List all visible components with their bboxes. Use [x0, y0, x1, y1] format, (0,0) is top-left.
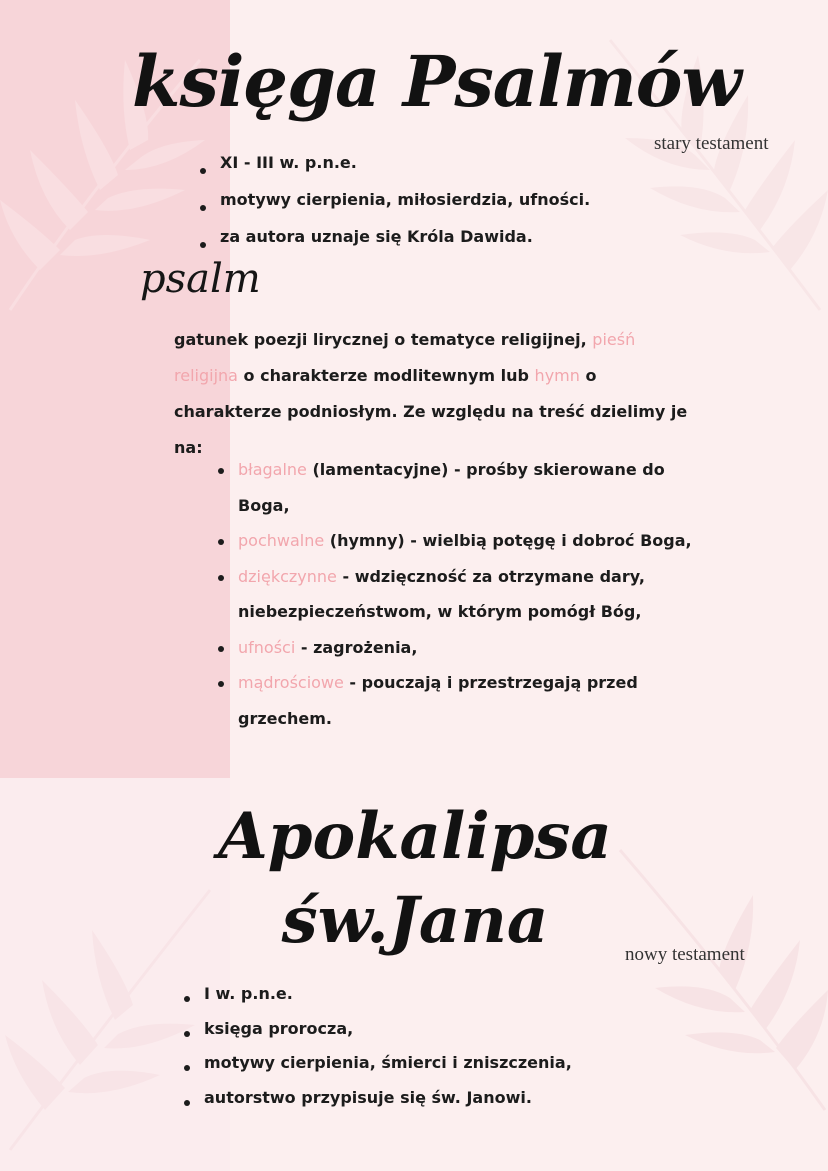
highlight-term: pieśń religijna [174, 330, 636, 385]
psalms-facts-list [198, 150, 590, 261]
title-line: Apokalipsa [218, 799, 612, 874]
type-description: - wdzięczność za otrzymane dary, niebezpieczeństwom, w którym pomógł Bóg, [238, 566, 645, 621]
list-item [216, 523, 698, 559]
highlight-term: ufności [238, 637, 296, 657]
highlight-term: hymn [534, 366, 580, 385]
apocalypse-facts-list [182, 980, 572, 1118]
list-item: autorstwo przypisuje się św. Janowi. [182, 1084, 572, 1119]
list-item [216, 630, 698, 666]
subheading-psalm: psalm [140, 256, 261, 302]
list-item: I w. p.n.e. [182, 980, 572, 1015]
definition-text: gatunek poezji lirycznej o tematyce religijnej, [174, 330, 593, 349]
type-description: (hymny) - wielbią potęgę i dobroć Boga, [324, 531, 692, 550]
page-title-apocalypse [205, 795, 625, 963]
list-item: XI - III w. p.n.e. [198, 150, 590, 187]
definition-text: o charakterze modlitewnym lub [237, 366, 535, 385]
list-item [216, 665, 698, 736]
testament-label-new: nowy testament [625, 944, 745, 965]
type-description: (lamentacyjne) - prośby skierowane do Boga, [238, 460, 665, 515]
psalm-types-list [216, 452, 698, 736]
highlight-term: błagalne [238, 460, 307, 479]
definition-text: o charakterze podniosłym. Ze względu na treść dzielimy je na: [174, 366, 688, 457]
palm-leaf-icon [600, 820, 828, 1120]
type-description: - zagrożenia, [295, 637, 418, 657]
testament-label-old: stary testament [654, 133, 769, 154]
type-description: - pouczają i przestrzegają przed grzechem. [238, 673, 638, 728]
list-item [216, 452, 698, 523]
psalm-definition [174, 322, 694, 466]
list-item: księga prorocza, [182, 1015, 572, 1050]
title-line: św.Jana [281, 883, 549, 958]
list-item: za autora uznaje się Króla Dawida. [198, 224, 590, 261]
page-title-psalms: księga Psalmów [132, 40, 741, 123]
highlight-term: pochwalne [238, 531, 325, 550]
list-item [216, 559, 698, 630]
highlight-term: mądrościowe [238, 673, 344, 692]
highlight-term: dziękczynne [238, 566, 337, 586]
list-item: motywy cierpienia, miłosierdzia, ufności. [198, 187, 590, 224]
list-item: motywy cierpienia, śmierci i zniszczenia, [182, 1049, 572, 1084]
